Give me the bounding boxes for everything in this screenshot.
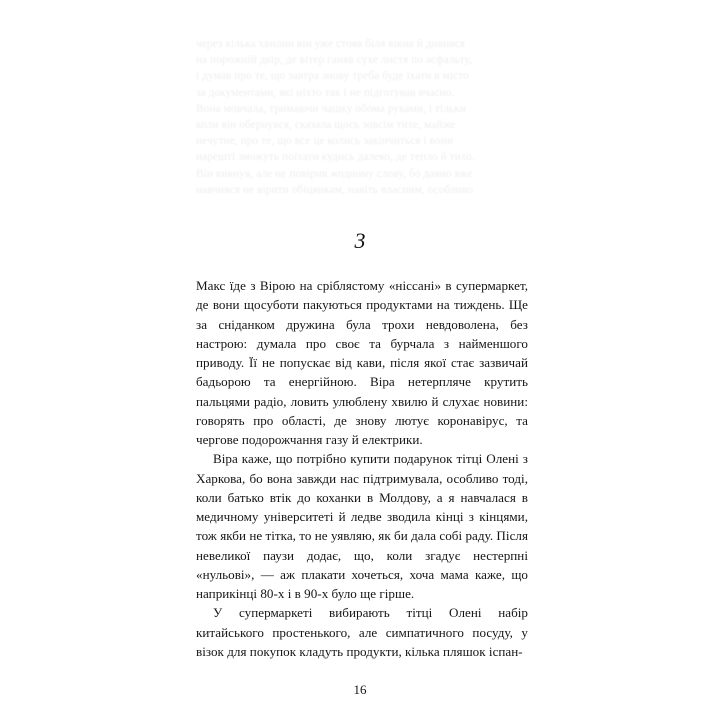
page-body-text: [196, 276, 528, 661]
chapter-number: 3: [354, 228, 366, 253]
bleed-line: на порожній двір, де вітер ганяв сухе листя по асфальту,: [196, 54, 472, 67]
bleed-through-text: [196, 36, 526, 198]
bleed-line: Вона мовчала, тримаючи чашку обома руками, і тільки: [196, 102, 466, 115]
bleed-line: навчився не вірити обіцянкам, навіть власним, особливо: [196, 183, 474, 196]
paragraph: Віра каже, що потрібно купити подарунок тітці Олені з Харкова, бо вона завжди нас підтримувала, особливо тоді, коли батько втік до коханки в Молдову, а я навчалася в медичному університеті й ледве зводила кінці з кінцями, тож якби не тітка, то не уявляю, як би дала собі раду. Після невеликої паузи додає, що, коли згадує нестерпні «нульові», — аж плакати хочеться, хоча мама каже, що наприкінці 80-х і в 90-х було ще гірше.: [196, 451, 528, 601]
paragraph: У супермаркеті вибирають тітці Олені набір китайського простенького, але симпатичного посуду, у візок для покупок кладуть продукти, кілька пляшок іспан-: [196, 605, 528, 659]
bleed-line: через кілька хвилин він уже стояв біля вікна й дивився: [196, 38, 466, 50]
bleed-line: нечутне, про те, що все це колись закінчиться і вони: [196, 135, 454, 148]
page-number: 16: [353, 682, 367, 697]
bleed-line: нарешті зможуть поїхати кудись далеко, де тепло й тихо.: [196, 151, 475, 164]
bleed-line: коли він обернувся, сказала щось зовсім тихе, майже: [196, 119, 456, 132]
bleed-line: і думав про те, що завтра знову треба буде їхати в місто: [196, 70, 469, 83]
paragraph: Макс їде з Вірою на сріблястому «ніссані» в супермаркет, де вони щосуботи пакуються продуктами на тиждень. Ще за сніданком дружина була трохи невдоволена, без настрою: думала про своє та бурчала з найменшого приводу. Її не попускає від кави, після якої стає зазвичай бадьорою та енергійною. Віра нетерпляче крутить пальцями радіо, ловить улюблену хвилю й слухає новини: говорять про області, де знову лютує коронавірус, та чергове подорожчання газу й електрики.: [196, 278, 528, 447]
bleed-line: за документами, які ніхто так і не підготував вчасно.: [196, 86, 455, 99]
bleed-line: Він кивнув, але не повірив жодному слову, бо давно вже: [196, 167, 473, 180]
